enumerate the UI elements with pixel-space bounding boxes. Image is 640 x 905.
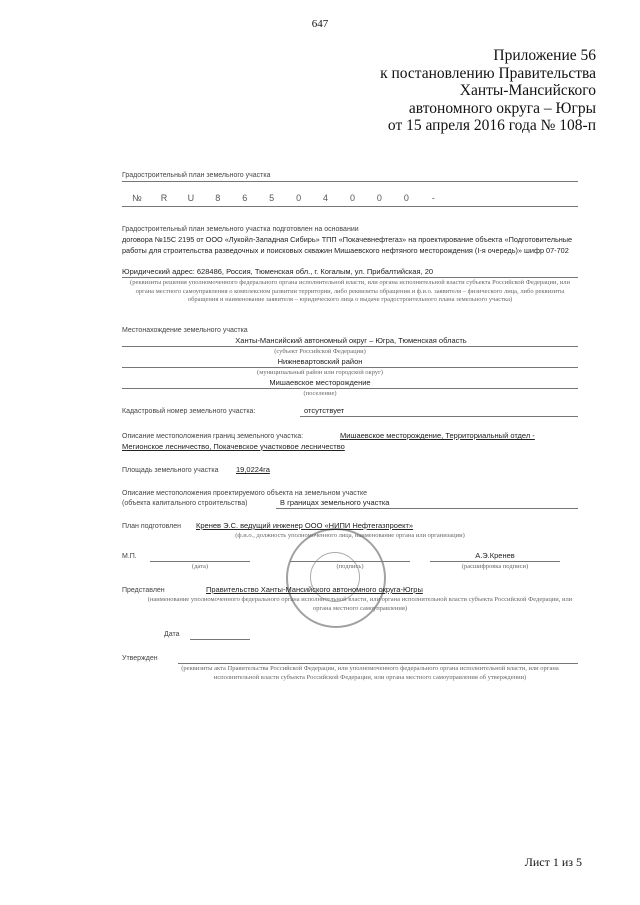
divider xyxy=(122,277,578,278)
signatory-name: А.Э.Кренев xyxy=(475,551,515,560)
plan-number-cell xyxy=(561,193,575,203)
boundaries-value: Мишаевское месторождение, Территориальный отдел - Мегионское лесничество, Покачевское участковое лесничество xyxy=(122,431,535,451)
signature-caption: (подпись) xyxy=(336,563,364,570)
plan-number-cell: 5 xyxy=(269,193,275,203)
objects-label: Описание местоположения проектируемого объекта на земельном участке xyxy=(122,490,368,497)
settlement-caption: (поселение) xyxy=(303,390,337,397)
appendix-line-1: Приложение 56 xyxy=(493,47,596,64)
prepared-by-caption: (ф.и.о., должность уполномоченного лица, наименование органа или организации) xyxy=(235,532,465,539)
cadastral-label: Кадастровый номер земельного участка: xyxy=(122,408,256,415)
mp-label: М.П. xyxy=(122,553,137,560)
divider xyxy=(122,388,578,389)
date-line xyxy=(150,561,250,562)
plan-number-cell: 0 xyxy=(349,193,355,203)
request-caption: (реквизиты решения уполномоченного федерального органа исполнительной власти, или органа исполнительной власти субъекта Российской Федерации, или органа местного самоуправления о комплексном развитии территории, либо реквизиты обращения и ф.и.о. заявителя – физического лица, либо реквизиты обращения и наименование заявителя – юридического лица о выдаче градостроительного плана земельного участка) xyxy=(130,279,570,303)
legal-address: Юридический адрес: 628486, Россия, Тюменская обл., г. Когалым, ул. Прибалтийская, 20 xyxy=(122,267,434,276)
appendix-line-3: Ханты-Мансийского xyxy=(459,82,596,99)
plan-number-cells xyxy=(130,193,575,203)
approved-label: Утвержден xyxy=(122,655,158,662)
divider xyxy=(122,206,578,207)
date-caption: (дата) xyxy=(191,563,209,570)
prepared-by-label: План подготовлен xyxy=(122,523,181,530)
subject-value: Ханты-Мансийский автономный округ – Югра, Тюменская область xyxy=(235,336,467,345)
settlement-value: Мишаевское месторождение xyxy=(269,378,371,387)
basis-label: Градостроительный план земельного участка подготовлен на основании xyxy=(122,226,359,233)
appendix-line-2: к постановлению Правительства xyxy=(380,64,596,82)
plan-number-cell: R xyxy=(160,193,168,203)
area-value xyxy=(236,465,270,474)
plan-number-cell xyxy=(480,193,494,203)
date-label: Дата xyxy=(164,631,180,638)
plan-number-cell xyxy=(453,193,467,203)
divider xyxy=(122,181,578,182)
cadastral-value: отсутствует xyxy=(304,406,345,415)
submitted-label: Представлен xyxy=(122,587,165,594)
plan-number-cell: 4 xyxy=(323,193,329,203)
date-line xyxy=(190,639,250,640)
district-caption: (муниципальный район или городской округ) xyxy=(257,369,383,376)
area-label: Площадь земельного участка xyxy=(122,467,219,474)
plan-number-cell xyxy=(534,193,548,203)
approved-caption: (реквизиты акта Правительства Российской Федерации, или уполномоченного федерального органа исполнительной власти, или органа исполнительной власти субъекта Российской Федерации, или органа местного самоуправления об утверждении) xyxy=(181,665,559,681)
sheet-counter: Лист 1 из 5 xyxy=(524,855,582,869)
appendix-line-5: от 15 апреля 2016 года № 108-п xyxy=(387,117,596,134)
plan-number-cell: 0 xyxy=(403,193,409,203)
plan-number-cell: 0 xyxy=(376,193,382,203)
plan-number-cell: № xyxy=(132,193,142,203)
area-number: 19,0224 xyxy=(236,465,264,474)
plan-number-cell: U xyxy=(187,193,195,203)
name-caption: (расшифровка подписи) xyxy=(461,563,529,570)
appendix-header xyxy=(266,47,596,135)
divider xyxy=(122,367,578,368)
objects-label-2: (объекта капитального строительства) xyxy=(122,500,248,507)
appendix-line-4: автономного округа – Югры xyxy=(408,99,596,117)
objects-value: В границах земельного участка xyxy=(280,498,390,507)
divider xyxy=(276,508,578,509)
plan-number-cell: 0 xyxy=(296,193,302,203)
prepared-by-value: Кренев Э.С. ведущий инженер ООО «НИПИ Нефтегазпроект» xyxy=(196,521,414,530)
plan-number-cell: 8 xyxy=(215,193,221,203)
name-line xyxy=(430,561,560,562)
round-seal-stamp xyxy=(286,528,386,628)
submitted-value: Правительство Ханты-Мансийского автономного округа-Югры xyxy=(206,585,423,594)
subject-caption: (субъект Российской Федерации) xyxy=(274,348,366,355)
boundaries-label: Описание местоположения границ земельного участка: xyxy=(122,433,304,440)
divider xyxy=(178,663,578,664)
district-value: Нижневартовский район xyxy=(277,357,363,366)
plan-number-cell: - xyxy=(431,193,435,203)
location-label: Местонахождение земельного участка xyxy=(122,327,248,334)
submitted-caption: (наименование уполномоченного федерального органа исполнительной власти, или органа исполнительной власти субъекта Российской Федерации, или органа местного самоуправления) xyxy=(147,596,573,612)
signature-line xyxy=(290,561,410,562)
plan-title: Градостроительный план земельного участка xyxy=(122,172,271,179)
plan-number-cell: 6 xyxy=(242,193,248,203)
area-unit: га xyxy=(263,465,270,474)
plan-number-cell xyxy=(507,193,521,203)
page-number: 647 xyxy=(311,18,329,30)
divider xyxy=(122,346,578,347)
divider xyxy=(300,416,578,417)
request-details: договора №15С 2195 от ООО «Лукойл-Западная Сибирь» ТПП «Покачевнефтегаз» на проектирование объекта «Подготовительные работы для строительства разведочных и поисковых скважин Мишаевского нефтяного месторождения (I-я очередь)» шифр 07-702 xyxy=(122,235,573,255)
